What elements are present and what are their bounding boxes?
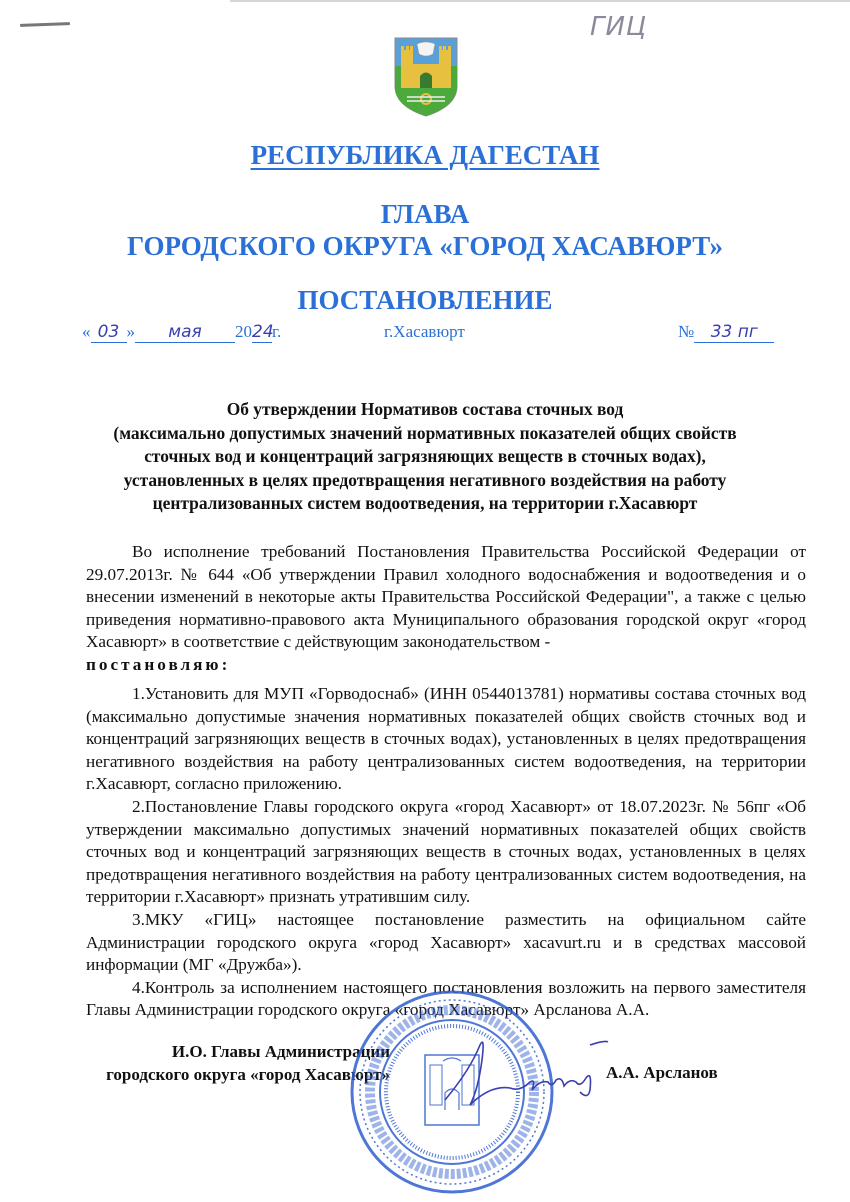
title-line: Об утверждении Нормативов состава сточных вод [226, 399, 624, 419]
resolution-item: 4.Контроль за исполнением настоящего постановления возложить на первого заместителя Главы Администрации городского округа «город Хасавюрт» Арсланова А.А. [86, 977, 806, 1020]
date-day: 03 [91, 322, 127, 343]
pen-mark [20, 22, 70, 27]
position-line-1: И.О. Главы Администрации [171, 1042, 390, 1061]
preamble [86, 541, 806, 677]
preamble-text: Во исполнение требований Постановления Правительства Российской Федерации от 29.07.2013г. № 644 «Об утверждении Правил холодного водоснабжения и водоотведения и о внесении изменений в некоторые акты Правительства Российской Федерации", а также с целью приведения нормативно-правового акта Муниципального образования городской округ «город Хасавюрт» в соответствие с действующим законодательством - [86, 542, 806, 652]
title-line: установленных в целях предотвращения негативного воздействия на работу [123, 469, 727, 490]
authority-line-1: ГЛАВА [380, 199, 470, 229]
number-field [678, 322, 774, 343]
document-title [90, 398, 760, 516]
title-line: (максимально допустимых значений нормативных показателей общих свойств [113, 422, 737, 443]
authority-heading [0, 198, 850, 262]
resolution-item: 3.МКУ «ГИЦ» настоящее постановление разместить на официальном сайте Администрации городского округа «город Хасавюрт» xacavurt.ru и в средствах массовой информации (МГ «Дружба»). [86, 909, 806, 975]
document-type: ПОСТАНОВЛЕНИЕ [297, 285, 553, 315]
date-year-prefix: 20 [235, 322, 252, 341]
date-year-end: г. [272, 322, 282, 341]
date-year-suffix: 24 [252, 322, 274, 342]
scan-edge [230, 0, 850, 2]
date-open-quote: « [82, 322, 91, 341]
authority-line-2: ГОРОДСКОГО ОКРУГА «ГОРОД ХАСАВЮРТ» [126, 231, 724, 261]
date-month: мая [135, 322, 235, 343]
date-close-quote: » [126, 322, 135, 341]
number-sign: № [678, 322, 695, 341]
handwritten-note: ГИЦ [590, 12, 648, 42]
signatory-name: А.А. Арсланов [606, 1063, 718, 1082]
resolution-item: 1.Установить для МУП «Горводоснаб» (ИНН 0544013781) нормативы состава сточных вод (максимально допустимые значения нормативных показателей общих свойств сточных вод и концентраций загрязняющих веществ в сточных водах), установленных в целях предотвращения негативного воздействия на работу централизованных систем водоотведения, на территории г.Хасавюрт, согласно приложению. [86, 684, 806, 794]
decree-word: постановляю: [86, 654, 231, 674]
date-field [82, 322, 281, 343]
handwritten-signature [440, 1030, 610, 1110]
document-number: 33 пг [694, 322, 774, 343]
city-label: г.Хасавюрт [384, 322, 465, 341]
republic-heading: РЕСПУБЛИКА ДАГЕСТАН [250, 140, 600, 170]
title-line: централизованных систем водоотведения, на территории г.Хасавюрт [152, 493, 698, 513]
resolution-items [86, 683, 806, 1022]
title-line: сточных вод и концентраций загрязняющих веществ в сточных водах), [144, 446, 706, 466]
city-coat-of-arms-icon [393, 36, 459, 118]
position-line-2: городского округа «город Хасавюрт» [106, 1064, 390, 1084]
resolution-item: 2.Постановление Главы городского округа «город Хасавюрт» от 18.07.2023г. № 56пг «Об утверждении максимально допустимых значений нормативных показателей общих свойств сточных вод и концентраций загрязняющих веществ в сточных водах, установленных в целях предотвращения негативного воздействия на работу централизованных систем водоотведения, на территории г.Хасавюрт» признать утратившим силу. [86, 796, 806, 907]
